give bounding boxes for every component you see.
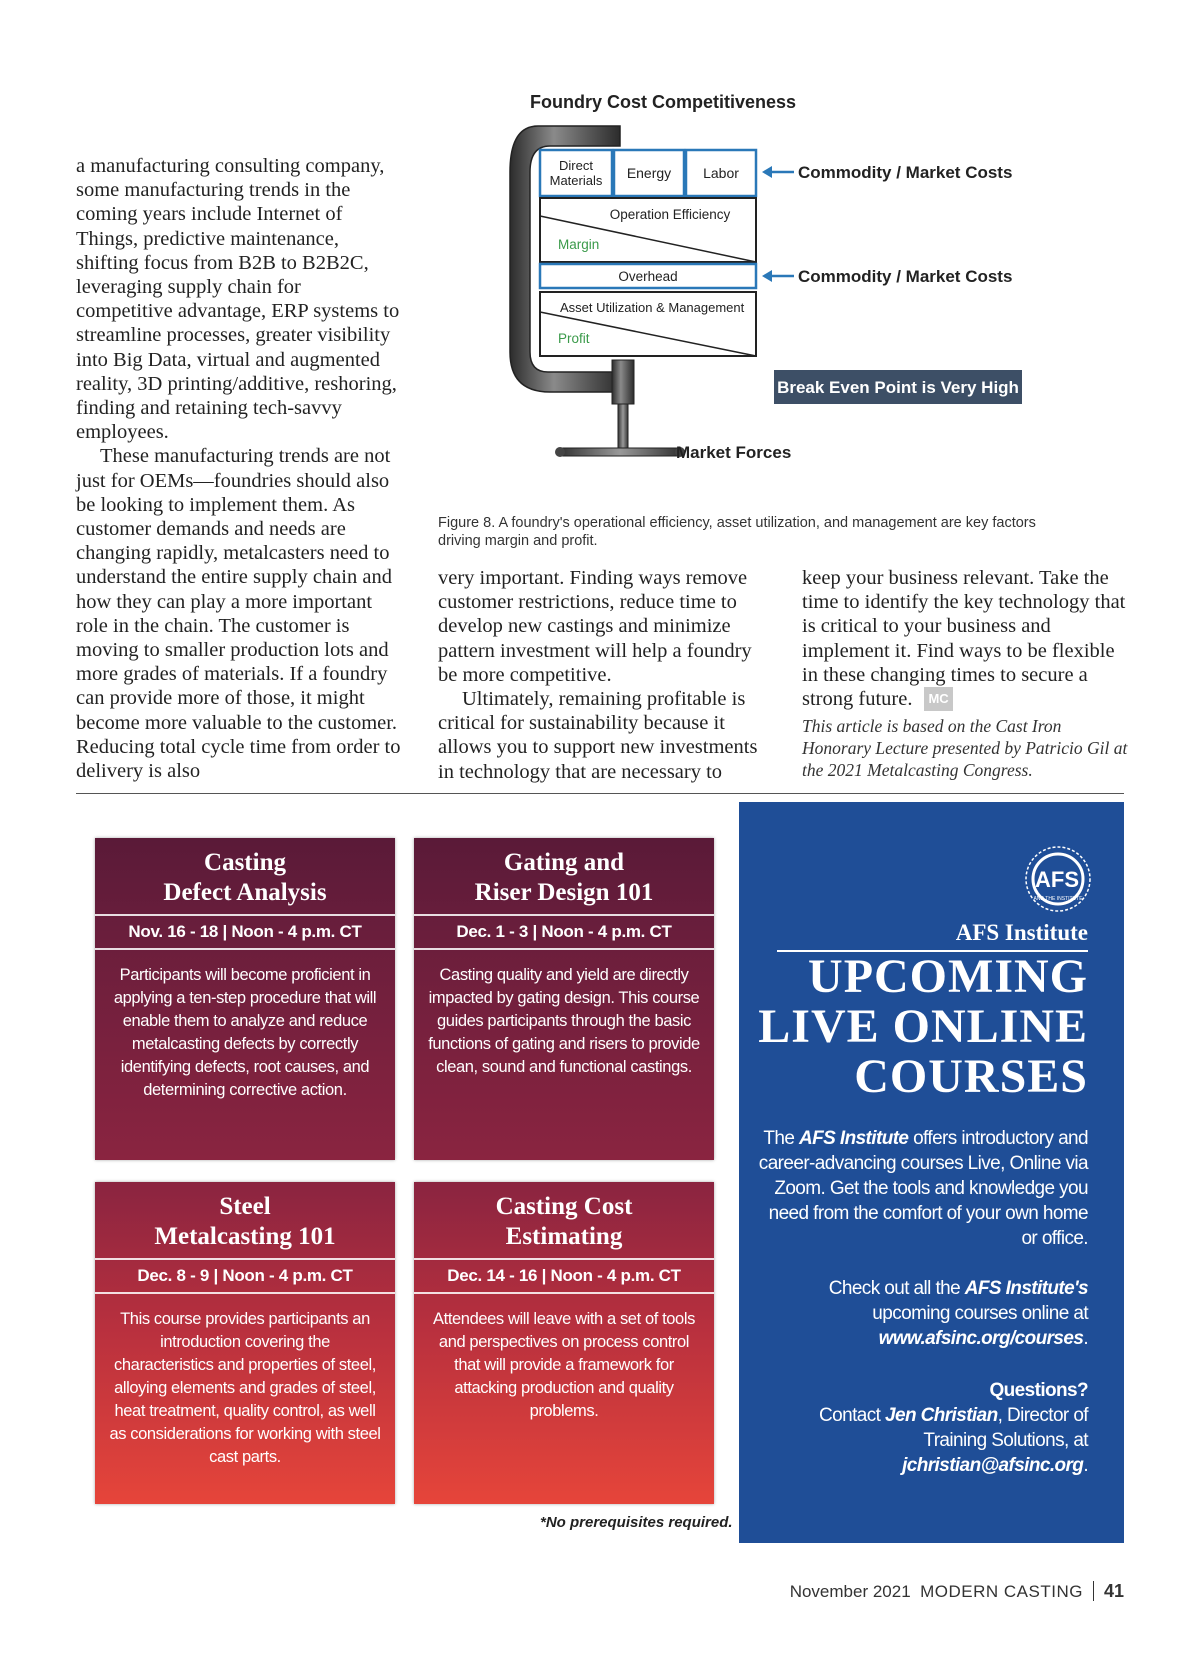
ad-url-link[interactable]: www.afsinc.org/courses [878, 1328, 1084, 1349]
commodity-market-costs-label: Commodity / Market Costs [798, 267, 1013, 286]
direct-materials-label: Direct [559, 158, 593, 173]
course-title: Casting Cost Estimating [495, 1193, 633, 1250]
page-number: 41 [1103, 1581, 1124, 1601]
course-date: Nov. 16 - 18 | Noon - 4 p.m. CT [95, 914, 395, 950]
article-column-3 [802, 566, 1132, 781]
direct-materials-label: Materials [549, 173, 603, 188]
ad-email-link[interactable]: jchristian@afsinc.org [902, 1455, 1084, 1476]
course-description: Casting quality and yield are directly impacted by gating design. This course guides participants through the basic functions of gating and risers to provide clean, sound and functional castings. [428, 966, 700, 1076]
course-date: Dec. 1 - 3 | Noon - 4 p.m. CT [414, 914, 714, 950]
afs-logo-icon [1016, 844, 1096, 914]
asset-utilization-label: Asset Utilization & Management [560, 300, 745, 315]
course-card-gating-riser-design [414, 838, 714, 1160]
course-card-steel-metalcasting [95, 1182, 395, 1504]
mc-logo: MC [924, 687, 952, 711]
no-prerequisites-note: *No prerequisites required. [540, 1514, 733, 1531]
course-description: Participants will become proficient in applying a ten-step procedure that will enable them to analyze and reduce metalcasting defects by correctly identifying defects, root causes, and determining corrective action. [113, 966, 377, 1099]
ad-headline: UPCOMING LIVE ONLINE COURSES [758, 950, 1088, 1103]
figure-title: Foundry Cost Competitiveness [530, 92, 797, 112]
footer-magazine: MODERN CASTING [920, 1582, 1083, 1601]
article-credit: This article is based on the Cast Iron Honorary Lecture presented by Patricio Gil at the 2021 Metalcasting Congress. [802, 716, 1128, 781]
operation-efficiency-label: Operation Efficiency [609, 207, 731, 222]
section-divider [76, 793, 1124, 794]
figure-caption: Figure 8. A foundry's operational efficiency, asset utilization, and management are key factors driving margin and profit. [438, 515, 1036, 549]
course-title: Steel Metalcasting 101 [154, 1193, 336, 1250]
arrow-icon [762, 166, 794, 178]
page-footer [790, 1581, 1124, 1602]
article-column-1 [76, 154, 402, 783]
course-description: This course provides participants an introduction covering the characteristics and properties of steel, alloying elements and grades of steel, heat treatment, quality control, as well as considerations for working with steel cast parts. [109, 1310, 381, 1466]
commodity-market-costs-label: Commodity / Market Costs [798, 163, 1013, 182]
course-card-casting-cost-estimating [414, 1182, 714, 1504]
paragraph: These manufacturing trends are not just for OEMs—foundries should also be looking to implement them. As customer demands and needs are changing rapidly, metalcasters need to understand the entire supply chain and how they can play a more important role in the chain. The customer is moving to smaller production lots and more grades of materials. If a foundry can provide more of those, it might become more valuable to the customer. Reducing total cycle time from order to delivery is also [76, 445, 401, 783]
article-column-2 [438, 566, 768, 784]
foundry-cost-figure [500, 112, 1060, 482]
labor-label: Labor [703, 165, 739, 181]
paragraph [802, 566, 1132, 711]
paragraph: a manufacturing consulting company, some manufacturing trends in the coming years include Internet of Things, predictive maintenance, shifting focus from B2B to B2B2C, leveraging supply chain for competitive advantage, ERP systems to streamline processes, greater visibility into Big Data, virtual and augmented reality, 3D printing/additive, reshoring, finding and retaining tech-savvy employees. [76, 155, 400, 444]
svg-text:AND THE INSTITUTE: AND THE INSTITUTE [1033, 896, 1083, 902]
break-even-label: Break Even Point is Very High [777, 378, 1019, 397]
ad-questions-heading: Questions? [989, 1380, 1088, 1401]
svg-text:AFS: AFS [1035, 867, 1079, 892]
overhead-label: Overhead [618, 269, 678, 284]
arrow-icon [762, 270, 794, 282]
course-description: Attendees will leave with a set of tools and perspectives on process control that will provide a framework for attacking production and quality problems. [433, 1310, 695, 1420]
margin-label: Margin [558, 237, 600, 252]
ad-body-text: The AFS Institute offers introductory and career-advancing courses Live, Online via Zoom. Get the tools and knowledge you need from the comfort of your own home or office. [758, 1128, 1088, 1249]
paragraph: Ultimately, remaining profitable is critical for sustainability because it allows you to support new investments in technology that are necessary to [438, 688, 758, 783]
energy-label: Energy [626, 165, 672, 181]
course-title: Gating and Riser Design 101 [474, 849, 654, 906]
course-date: Dec. 8 - 9 | Noon - 4 p.m. CT [95, 1258, 395, 1294]
course-title: Casting Defect Analysis [163, 849, 327, 906]
ad-institute-title: AFS Institute [955, 920, 1088, 945]
afs-institute-ad [739, 802, 1124, 1543]
ad-contact-text: Questions? Contact Jen Christian, Director of Training Solutions, at jchristian@afsinc.org. [819, 1380, 1088, 1476]
paragraph: very important. Finding ways remove customer restrictions, reduce time to develop new castings and minimize pattern investment will help a foundry be more competitive. [438, 567, 752, 686]
course-date: Dec. 14 - 16 | Noon - 4 p.m. CT [414, 1258, 714, 1294]
footer-date: November 2021 [789, 1582, 911, 1601]
paragraph-text: keep your business relevant. Take the time to identify the key technology that is critical to your business and implement it. Find ways to be flexible in these changing times to secure a strong future. [802, 567, 1126, 711]
ad-check-out-text: Check out all the AFS Institute's upcoming courses online at www.afsinc.org/courses. [828, 1278, 1088, 1349]
course-card-casting-defect-analysis [95, 838, 395, 1160]
profit-label: Profit [558, 331, 590, 346]
market-forces-label: Market Forces [676, 443, 792, 462]
